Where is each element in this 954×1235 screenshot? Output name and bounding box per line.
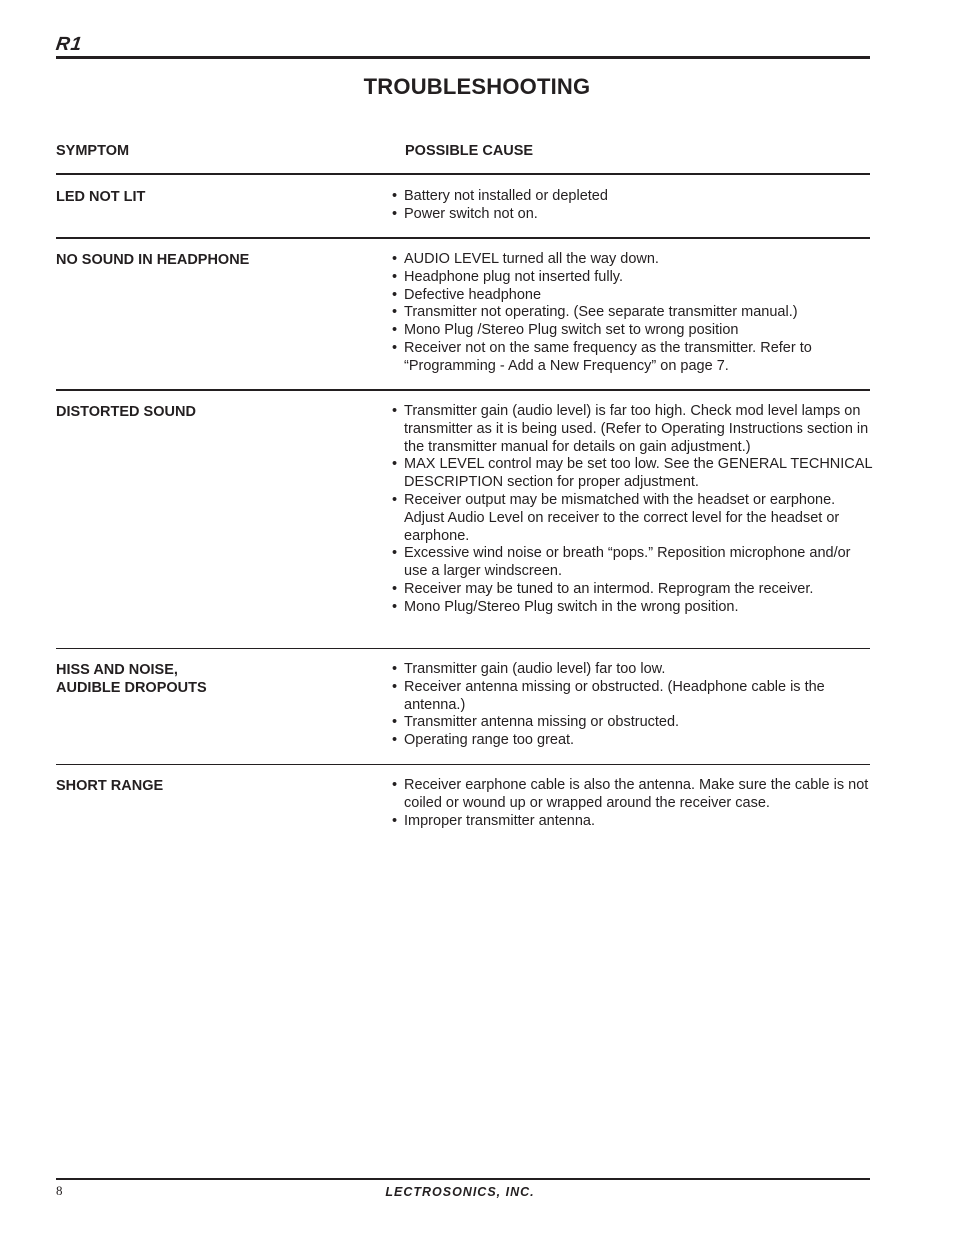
cause-item: • Transmitter gain (audio level) is far too high. Check mod level lamps on transmitter as it is being used. (Refer to Operating Instructions section in the transmitter manual for details on gain adjustment.) xyxy=(392,403,869,455)
cause-text: Mono Plug/Stereo Plug switch in the wrong position. xyxy=(404,598,739,615)
cause-item: • Receiver not on the same frequency as the transmitter. Refer to “Programming - Add a New Frequency” on page 7. xyxy=(392,339,812,374)
cause-item: • Excessive wind noise or breath “pops.” Reposition microphone and/or use a larger windscreen. xyxy=(392,545,851,580)
symptom-text: LED NOT LIT xyxy=(56,189,146,205)
cause-list xyxy=(392,251,872,376)
cause-text: AUDIO LEVEL turned all the way down. xyxy=(404,251,659,267)
cause-item: • Receiver earphone cable is also the antenna. Make sure the cable is not coiled or wound up or wrapped around the receiver case. xyxy=(392,777,869,811)
row-divider xyxy=(56,237,870,239)
row-divider xyxy=(56,648,870,649)
cause-item: • MAX LEVEL control may be set too low. See the GENERAL TECHNICAL DESCRIPTION section for proper adjustment. xyxy=(392,456,872,491)
company-name: LECTROSONICS, INC. xyxy=(385,1185,535,1199)
cause-item: • Mono Plug/Stereo Plug switch in the wrong position. xyxy=(392,598,739,615)
footer-rule xyxy=(56,1178,870,1180)
cause-text: Receiver antenna missing or obstructed. (Headphone cable is the antenna.) xyxy=(404,678,825,713)
cause-item: • Transmitter gain (audio level) far too low. xyxy=(392,661,666,677)
cause-text: Operating range too great. xyxy=(404,732,575,749)
cause-text: MAX LEVEL control may be set too low. See the GENERAL TECHNICAL DESCRIPTION section for proper adjustment. xyxy=(404,456,872,491)
symptom-text: SHORT RANGE xyxy=(56,778,164,794)
cause-text: Mono Plug /Stereo Plug switch set to wrong position xyxy=(404,322,739,339)
symptom-text: NO SOUND IN HEADPHONE xyxy=(56,252,250,268)
header-divider xyxy=(56,173,870,175)
row-divider xyxy=(56,764,870,765)
cause-text: Receiver output may be mismatched with the headset or earphone. Adjust Audio Level on receiver to the correct level for the headset or earphone. xyxy=(404,491,840,544)
model-label: R1 xyxy=(54,34,84,55)
page-number: 8 xyxy=(56,1183,63,1198)
symptom-text: AUDIBLE DROPOUTS xyxy=(56,680,207,696)
cause-text: Transmitter gain (audio level) is far too high. Check mod level lamps on transmitter as it is being used. (Refer to Operating Instructions section in the transmitter manual for details on gain adjustment.) xyxy=(404,403,869,455)
page-title: TROUBLESHOOTING xyxy=(363,74,591,99)
symptom-cell xyxy=(56,403,376,421)
symptom-text: HISS AND NOISE, xyxy=(56,662,178,678)
cause-item: • Mono Plug /Stereo Plug switch set to wrong position xyxy=(392,322,739,339)
cause-text: Transmitter not operating. (See separate transmitter manual.) xyxy=(404,304,798,321)
cause-list xyxy=(392,403,872,617)
cause-text: Transmitter antenna missing or obstructed. xyxy=(404,714,680,731)
cause-item: • Transmitter not operating. (See separate transmitter manual.) xyxy=(392,304,798,321)
cause-text: Receiver earphone cable is also the antenna. Make sure the cable is not coiled or wound up or wrapped around the receiver case. xyxy=(404,777,869,811)
column-header-cause: POSSIBLE CAUSE xyxy=(405,143,534,159)
cause-item: • Receiver output may be mismatched with the headset or earphone. Adjust Audio Level on receiver to the correct level for the headset or earphone. xyxy=(392,491,840,544)
cause-text: Power switch not on. xyxy=(404,205,538,222)
cause-text: Defective headphone xyxy=(404,286,542,303)
cause-item: • Receiver may be tuned to an intermod. Reprogram the receiver. xyxy=(392,580,814,597)
symptom-cell xyxy=(56,661,376,697)
cause-item: • Headphone plug not inserted fully. xyxy=(392,268,623,285)
cause-text: Improper transmitter antenna. xyxy=(404,812,596,829)
cause-item: • Operating range too great. xyxy=(392,732,575,749)
cause-item: • Battery not installed or depleted xyxy=(392,188,608,204)
cause-text: Excessive wind noise or breath “pops.” Reposition microphone and/or use a larger windscreen. xyxy=(404,545,851,580)
symptom-cell xyxy=(56,777,376,795)
cause-item: • Power switch not on. xyxy=(392,205,538,222)
symptom-cell xyxy=(56,188,376,206)
row-divider xyxy=(56,389,870,391)
column-header-symptom: SYMPTOM xyxy=(56,143,130,159)
cause-item: • Receiver antenna missing or obstructed. (Headphone cable is the antenna.) xyxy=(392,678,825,713)
cause-text: Transmitter gain (audio level) far too low. xyxy=(404,661,666,677)
symptom-cell xyxy=(56,251,376,269)
symptom-text: DISTORTED SOUND xyxy=(56,404,196,420)
cause-item: • Defective headphone xyxy=(392,286,542,303)
cause-text: Receiver not on the same frequency as the transmitter. Refer to “Programming - Add a New Frequency” on page 7. xyxy=(404,339,812,374)
cause-list xyxy=(392,188,872,224)
cause-list xyxy=(392,661,872,750)
cause-text: Receiver may be tuned to an intermod. Reprogram the receiver. xyxy=(404,580,814,597)
cause-item: • Improper transmitter antenna. xyxy=(392,812,596,829)
cause-list xyxy=(392,777,872,830)
cause-item: • Transmitter antenna missing or obstructed. xyxy=(392,714,680,731)
cause-item: • AUDIO LEVEL turned all the way down. xyxy=(392,251,659,267)
header-rule xyxy=(56,56,870,59)
cause-text: Headphone plug not inserted fully. xyxy=(404,268,623,285)
cause-text: Battery not installed or depleted xyxy=(404,188,608,204)
